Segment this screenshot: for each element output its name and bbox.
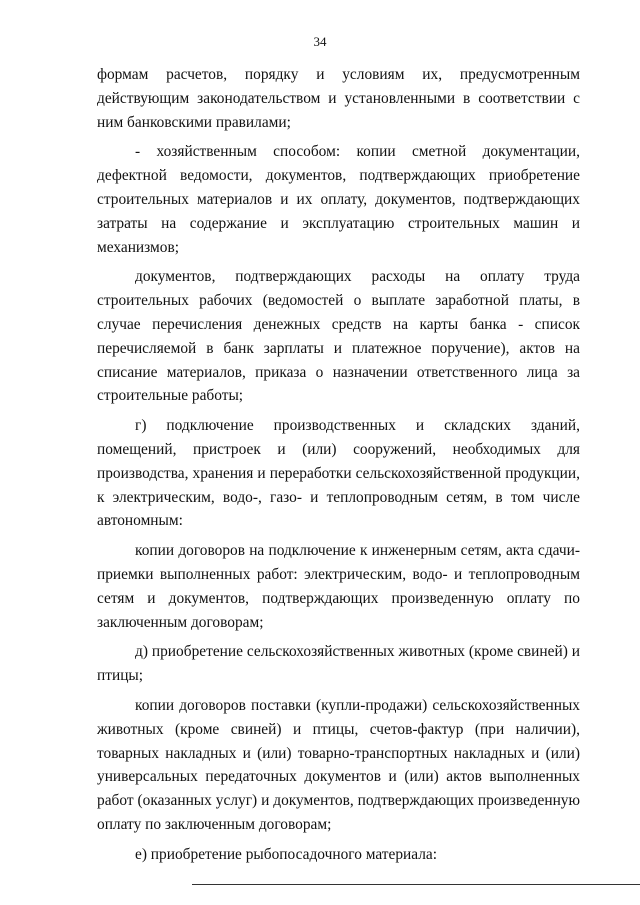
paragraph: формам расчетов, порядку и условиям их, предусмотренным действующим законодательством и установленными в соответствии с ним банковскими правилами; <box>97 66 580 131</box>
paragraph: копии договоров поставки (купли-продажи) сельскохозяйственных животных (кроме свиней) и птицы, счетов-фактур (при наличии), товарных накладных и (или) товарно-транспортных накладных и (или) универсальных передаточных документов и (или) актов выполненных работ (оказанных услуг) и документов, подтверждающих произведенную оплату по заключенным договорам; <box>97 696 580 833</box>
paragraph: копии договоров на подключение к инженерным сетям, акта сдачи-приемки выполненных работ: электрическим, водо- и теплопроводным сетям и документов, подтверждающих произведенную оплату по заключенным договорам; <box>97 542 580 631</box>
paragraph: д) приобретение сельскохозяйственных животных (кроме свиней) и птицы; <box>97 643 580 685</box>
paragraph: - хозяйственным способом: копии сметной документации, дефектной ведомости, документов, подтверждающих приобретение строительных материалов и их оплату, документов, подтверждающих затраты на содержание и эксплуатацию строительных машин и механизмов; <box>97 143 580 256</box>
paragraph: документов, подтверждающих расходы на оплату труда строительных рабочих (ведомостей о выплате заработной платы, в случае перечисления денежных средств на карты банка - список перечисляемой в банк зарплаты и платежное поручение), актов на списание материалов, приказа о назначении ответственного лица за строительные работы; <box>97 268 580 405</box>
page-number: 34 <box>313 34 327 49</box>
paragraph: г) подключение производственных и складских зданий, помещений, пристроек и (или) сооружений, необходимых для производства, хранения и переработки сельскохозяйственной продукции, к электрическим, водо-, газо- и теплопроводным сетям, в том числе автономным: <box>97 417 580 530</box>
paragraph: е) приобретение рыбопосадочного материала: <box>135 845 438 863</box>
document-body <box>97 63 580 873</box>
footer-divider <box>192 884 640 885</box>
